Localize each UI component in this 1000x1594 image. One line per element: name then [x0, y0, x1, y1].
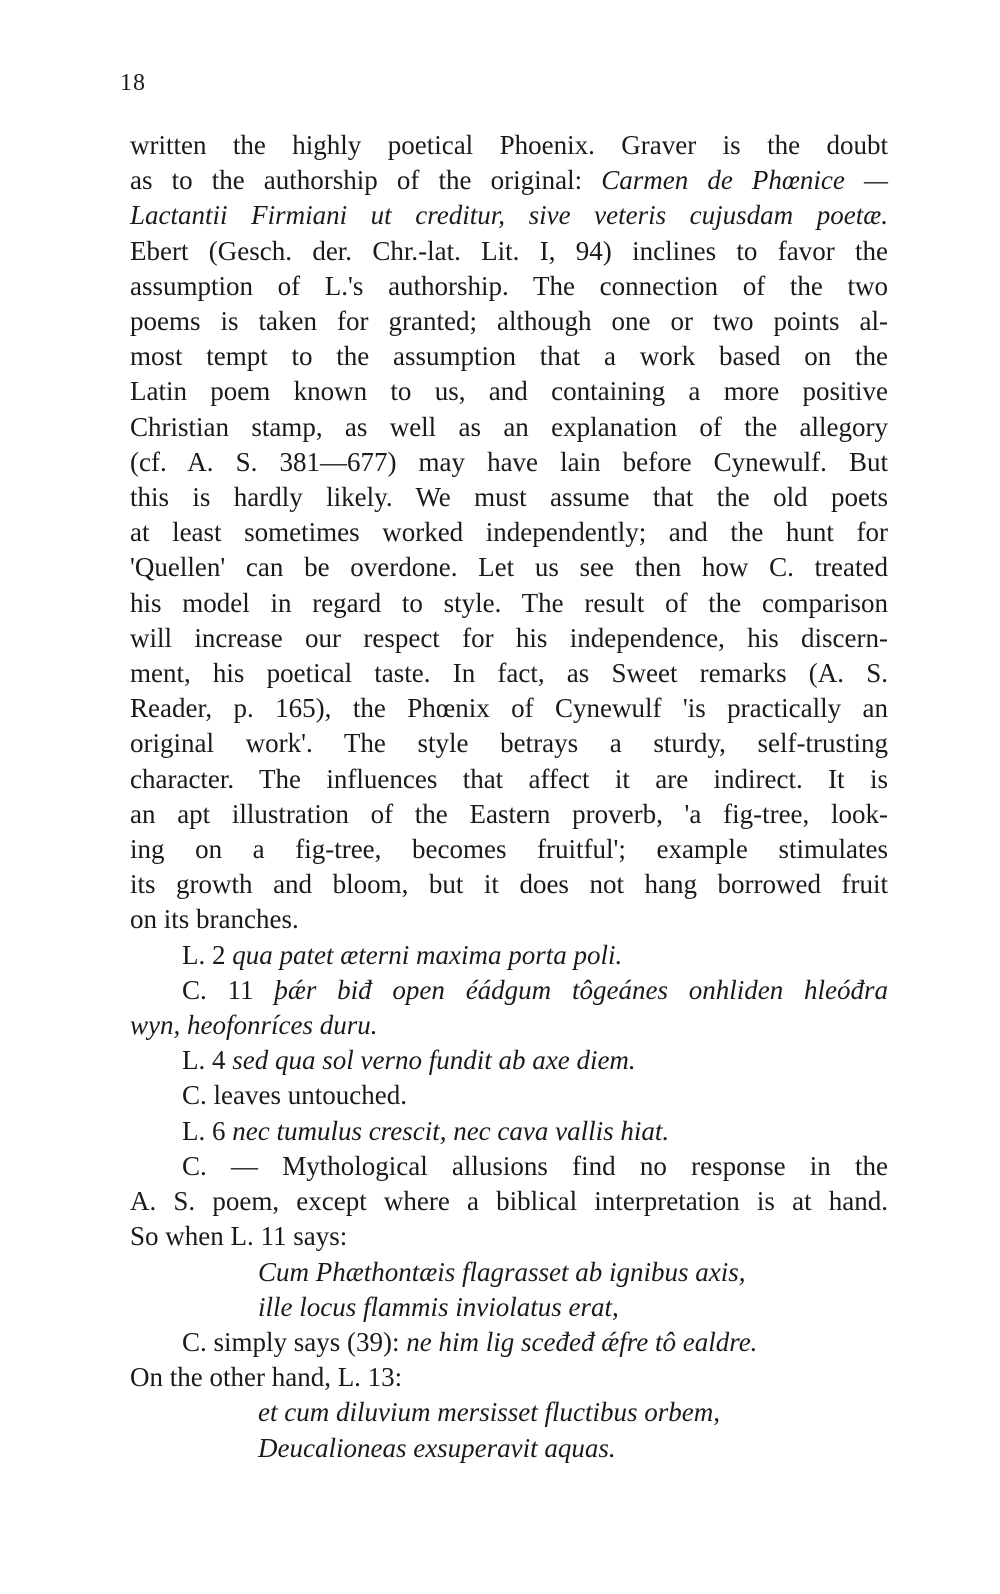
text-line: original work'. The style betrays a sturdy, self-trusting: [130, 728, 888, 759]
page-number: 18: [120, 70, 146, 96]
text-line: Latin poem known to us, and containing a more positive: [130, 376, 888, 407]
text-line: C. simply says (39): ne him lig sceđeđ ǽfre tô ealdre.: [182, 1326, 758, 1357]
text-line: So when L. 11 says:: [130, 1221, 348, 1252]
text-line: at least sometimes worked independently; and the hunt for: [130, 517, 888, 548]
paragraph-authorship: [130, 128, 888, 938]
verse-quote-1: [130, 1255, 888, 1325]
text-line: C. — Mythological allusions find no response in the: [182, 1150, 888, 1181]
text-line: Ebert (Gesch. der. Chr.-lat. Lit. I, 94) inclines to favor the: [130, 235, 888, 266]
text-line: as to the authorship of the original: Carmen de Phœnice —: [130, 165, 889, 196]
text-line: written the highly poetical Phoenix. Graver is the doubt: [130, 130, 888, 160]
comparison-l6: [130, 1114, 888, 1149]
text-line: (cf. A. S. 381—677) may have lain before Cynewulf. But: [130, 446, 888, 477]
text-line: character. The influences that affect it are indirect. It is: [130, 763, 888, 794]
text-line: most tempt to the assumption that a work based on the: [130, 341, 888, 372]
text-line: assumption of L.'s authorship. The connection of the two: [130, 270, 888, 301]
verse-quote-2: [130, 1395, 888, 1465]
text-line: Lactantii Firmiani ut creditur, sive veteris cujusdam poetæ.: [130, 200, 888, 231]
comparison-c-leaves: [130, 1078, 888, 1113]
text-line: L. 4 sed qua sol verno fundit ab axe diem.: [182, 1045, 636, 1076]
text-line: Christian stamp, as well as an explanation of the allegory: [130, 411, 888, 442]
text-line: poems is taken for granted; although one or two points al-: [130, 306, 888, 337]
text-line: L. 2 qua patet æterni maxima porta poli.: [182, 939, 623, 970]
text-line: wyn, heofonríces duru.: [130, 1010, 378, 1041]
text-line: L. 6 nec tumulus crescit, nec cava vallis hiat.: [182, 1115, 670, 1146]
body-text: [130, 128, 888, 1466]
verse-line: Deucalioneas exsuperavit aquas.: [258, 1432, 616, 1463]
text-line: C. leaves untouched.: [182, 1080, 407, 1111]
comparison-l4: [130, 1043, 888, 1078]
paragraph-mythology: [130, 1149, 888, 1255]
text-line: will increase our respect for his independence, his discern-: [130, 622, 888, 653]
text-line: A. S. poem, except where a biblical interpretation is at hand.: [130, 1186, 888, 1217]
text-line: On the other hand, L. 13:: [130, 1362, 403, 1393]
text-line: an apt illustration of the Eastern proverb, 'a fig-tree, look-: [130, 798, 888, 829]
comparison-c39: [130, 1325, 888, 1395]
verse-line: et cum diluvium mersisset fluctibus orbem,: [258, 1397, 720, 1428]
comparison-c11: [130, 973, 888, 1043]
verse-line: ille locus flammis inviolatus erat,: [258, 1291, 619, 1322]
text-line: ment, his poetical taste. In fact, as Sweet remarks (A. S.: [130, 658, 888, 689]
text-line: ing on a fig-tree, becomes fruitful'; example stimulates: [130, 834, 888, 865]
verse-line: Cum Phæthontæis flagrasset ab ignibus axis,: [258, 1256, 746, 1287]
text-line: 'Quellen' can be overdone. Let us see then how C. treated: [130, 552, 888, 583]
comparison-l2: [130, 938, 888, 973]
text-line: C. 11 þǽr biđ open éádgum tôgeánes onhliden hleóđra: [182, 974, 888, 1005]
text-line: on its branches.: [130, 904, 299, 935]
text-line: its growth and bloom, but it does not hang borrowed fruit: [130, 869, 888, 900]
text-line: this is hardly likely. We must assume that the old poets: [130, 482, 888, 513]
text-line: Reader, p. 165), the Phœnix of Cynewulf 'is practically an: [130, 693, 888, 724]
text-line: his model in regard to style. The result of the comparison: [130, 587, 888, 618]
